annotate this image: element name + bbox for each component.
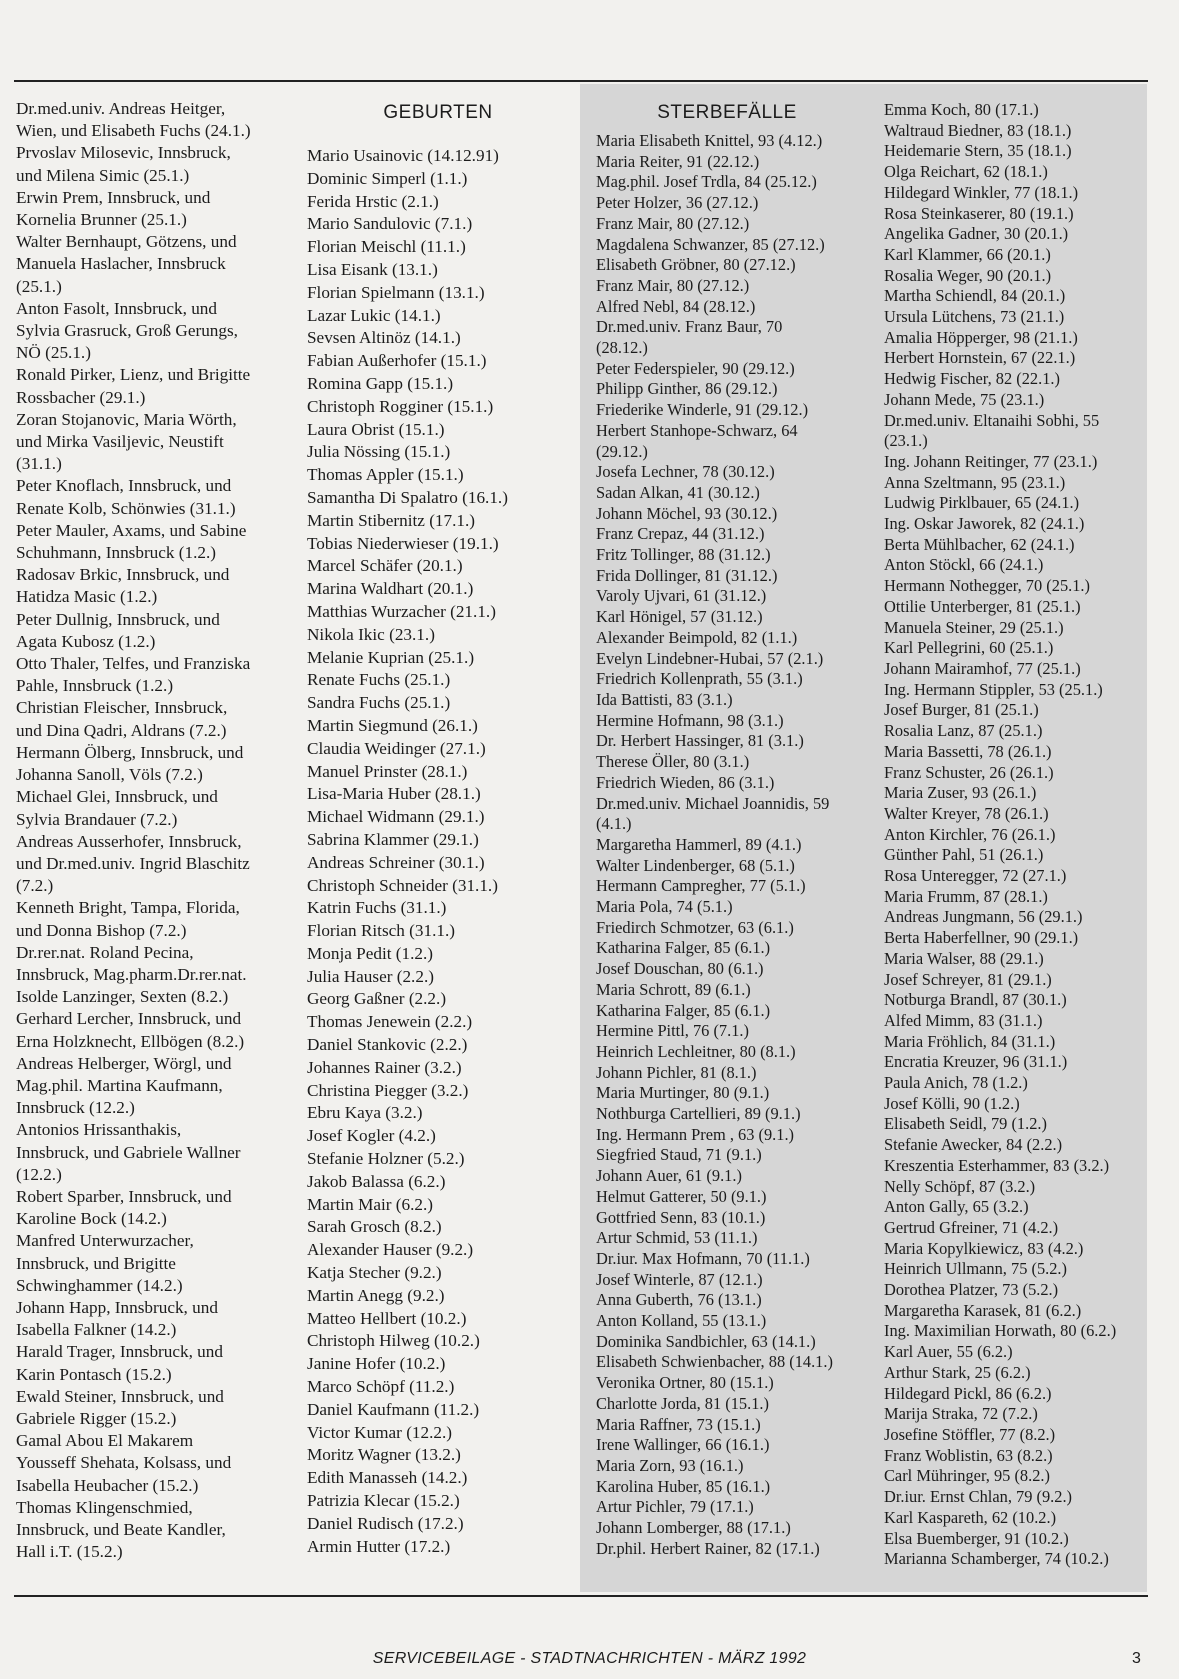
list-item: Dr.phil. Herbert Rainer, 82 (17.1.) [596, 1538, 820, 1558]
list-item: NÖ (25.1.) [16, 343, 91, 363]
list-item: Hermine Pittl, 76 (7.1.) [596, 1021, 749, 1041]
list-item: Karl Hönigel, 57 (31.12.) [596, 607, 763, 627]
list-item: Andreas Helberger, Wörgl, und [16, 1053, 232, 1073]
list-item: Karl Auer, 55 (6.2.) [884, 1342, 1013, 1362]
list-item: Franz Mair, 80 (27.12.) [596, 213, 750, 233]
list-item: Nikola Ikic (23.1.) [307, 624, 435, 644]
list-item: und Milena Simic (25.1.) [16, 165, 190, 185]
list-item: Stefanie Holzner (5.2.) [307, 1149, 465, 1169]
list-item: Johanna Sanoll, Völs (7.2.) [16, 765, 203, 785]
list-item: Tobias Niederwieser (19.1.) [307, 533, 499, 553]
list-item: Johann Happ, Innsbruck, und [16, 1297, 218, 1317]
list-item: Herbert Hornstein, 67 (22.1.) [884, 348, 1076, 368]
list-item: Maria Murtinger, 80 (9.1.) [596, 1083, 770, 1103]
list-item: Sabrina Klammer (29.1.) [307, 829, 479, 849]
list-item: Alexander Beimpold, 82 (1.1.) [596, 627, 798, 647]
list-item: Siegfried Staud, 71 (9.1.) [596, 1145, 762, 1165]
list-item: Michael Glei, Innsbruck, und [16, 787, 218, 807]
list-item: Erna Holzknecht, Ellbögen (8.2.) [16, 1031, 245, 1051]
list-item: Hermann Ölberg, Innsbruck, und [16, 742, 244, 762]
list-item: Arthur Stark, 25 (6.2.) [884, 1362, 1031, 1382]
list-item: Dr.med.univ. Eltanaihi Sobhi, 55 [884, 410, 1100, 430]
list-item: Christoph Hilweg (10.2.) [307, 1331, 480, 1351]
list-item: Rosalia Lanz, 87 (25.1.) [884, 721, 1043, 741]
list-item: Martin Mair (6.2.) [307, 1194, 434, 1214]
list-item: Matthias Wurzacher (21.1.) [307, 601, 496, 621]
list-item: Frida Dollinger, 81 (31.12.) [596, 565, 778, 585]
list-item: Christian Fleischer, Innsbruck, [16, 698, 228, 718]
list-item: Anton Kirchler, 76 (26.1.) [884, 824, 1056, 844]
list-item: Schuhmann, Innsbruck (1.2.) [16, 543, 217, 563]
list-item: Mario Usainovic (14.12.91) [307, 146, 499, 165]
list-item: und Dr.med.univ. Ingrid Blaschitz [16, 853, 250, 873]
list-item: (29.12.) [596, 441, 648, 461]
list-item: Daniel Kaufmann (11.2.) [307, 1399, 480, 1419]
list-item: Encratia Kreuzer, 96 (31.1.) [884, 1052, 1068, 1072]
list-item: Maria Schrott, 89 (6.1.) [596, 979, 751, 999]
list-item: Ing. Johann Reitinger, 77 (23.1.) [884, 451, 1098, 471]
list-item: Josef Schreyer, 81 (29.1.) [884, 969, 1052, 989]
births-column [307, 98, 569, 1558]
list-item: Zoran Stojanovic, Maria Wörth, [16, 409, 237, 429]
list-item: Artur Schmid, 53 (11.1.) [596, 1228, 758, 1248]
list-item: Therese Öller, 80 (3.1.) [596, 752, 750, 772]
list-item: und Dina Qadri, Aldrans (7.2.) [16, 720, 227, 740]
list-item: Erwin Prem, Innsbruck, und [16, 187, 211, 207]
list-item: Anton Fasolt, Innsbruck, und [16, 298, 217, 318]
list-item: (12.2.) [16, 1164, 62, 1184]
list-item: Romina Gapp (15.1.) [307, 373, 454, 393]
list-item: Helmut Gatterer, 50 (9.1.) [596, 1186, 767, 1206]
list-item: und Donna Bishop (7.2.) [16, 920, 187, 940]
list-item: Johann Mede, 75 (23.1.) [884, 389, 1045, 409]
list-item: (4.1.) [596, 814, 632, 834]
list-item: Herbert Stanhope-Schwarz, 64 [596, 420, 798, 440]
list-item: Radosav Brkic, Innsbruck, und [16, 565, 230, 585]
page-number: 3 [1132, 1650, 1141, 1667]
deaths-column [596, 98, 858, 1560]
list-item: Samantha Di Spalatro (16.1.) [307, 487, 508, 507]
list-item: Charlotte Jorda, 81 (15.1.) [596, 1393, 769, 1413]
list-item: Dorothea Platzer, 73 (5.2.) [884, 1280, 1059, 1300]
deaths-list [596, 131, 858, 1560]
list-item: Irene Wallinger, 66 (16.1.) [596, 1435, 770, 1455]
list-item: Hildegard Winkler, 77 (18.1.) [884, 182, 1079, 202]
list-item: Armin Hutter (17.2.) [307, 1536, 451, 1556]
list-item: Rossbacher (29.1.) [16, 387, 146, 407]
list-item: (23.1.) [884, 431, 928, 451]
list-item: Artur Pichler, 79 (17.1.) [596, 1497, 754, 1517]
list-item: Dominic Simperl (1.1.) [307, 168, 468, 188]
list-item: Claudia Weidinger (27.1.) [307, 738, 486, 758]
list-item: Thomas Jenewein (2.2.) [307, 1012, 473, 1032]
list-item: Peter Mauler, Axams, und Sabine [16, 520, 247, 540]
list-item: Gertrud Gfreiner, 71 (4.2.) [884, 1217, 1059, 1237]
list-item: Ursula Lütchens, 73 (21.1.) [884, 307, 1065, 327]
list-item: Wien, und Elisabeth Fuchs (24.1.) [16, 121, 251, 141]
list-item: Franz Crepaz, 44 (31.12.) [596, 524, 765, 544]
list-item: Notburga Brandl, 87 (30.1.) [884, 990, 1067, 1010]
list-item: Florian Meischl (11.1.) [307, 237, 466, 257]
list-item: Sevsen Altinöz (14.1.) [307, 328, 461, 348]
list-item: Peter Dullnig, Innsbruck, und [16, 609, 220, 629]
list-item: Victor Kumar (12.2.) [307, 1422, 453, 1442]
list-item: Christoph Schneider (31.1.) [307, 875, 498, 895]
list-item: Elisabeth Schwienbacher, 88 (14.1.) [596, 1352, 833, 1372]
list-item: Melanie Kuprian (25.1.) [307, 647, 475, 667]
list-item: Sylvia Brandauer (7.2.) [16, 809, 178, 829]
list-item: Martin Stibernitz (17.1.) [307, 510, 476, 530]
list-item: Amalia Höpperger, 98 (21.1.) [884, 327, 1078, 347]
list-item: Dr.iur. Ernst Chlan, 79 (9.2.) [884, 1487, 1073, 1507]
list-item: Prvoslav Milosevic, Innsbruck, [16, 143, 231, 163]
list-item: Martha Schiendl, 84 (20.1.) [884, 286, 1066, 306]
list-item: Robert Sparber, Innsbruck, und [16, 1186, 232, 1206]
list-item: Peter Holzer, 36 (27.12.) [596, 193, 759, 213]
list-item: Maria Raffner, 73 (15.1.) [596, 1414, 761, 1434]
list-item: Dr.iur. Max Hofmann, 70 (11.1.) [596, 1248, 810, 1268]
list-item: Heidemarie Stern, 35 (18.1.) [884, 141, 1072, 161]
list-item: Heinrich Lechleitner, 80 (8.1.) [596, 1041, 796, 1061]
list-item: (28.12.) [596, 338, 648, 358]
deaths-continued-list [884, 100, 1146, 1570]
list-item: Elisabeth Gröbner, 80 (27.12.) [596, 255, 796, 275]
list-item: Schwinghammer (14.2.) [16, 1275, 183, 1295]
list-item: Stefanie Awecker, 84 (2.2.) [884, 1135, 1063, 1155]
list-item: Moritz Wagner (13.2.) [307, 1445, 461, 1465]
list-item: Andreas Jungmann, 56 (29.1.) [884, 907, 1083, 927]
list-item: Josef Douschan, 80 (6.1.) [596, 959, 764, 979]
list-item: Otto Thaler, Telfes, und Franziska [16, 654, 251, 674]
list-item: Thomas Appler (15.1.) [307, 465, 464, 485]
list-item: Maria Elisabeth Knittel, 93 (4.12.) [596, 131, 823, 150]
list-item: Mag.phil. Josef Trdla, 84 (25.12.) [596, 172, 817, 192]
list-item: Rosa Steinkaserer, 80 (19.1.) [884, 203, 1074, 223]
list-item: Maria Fröhlich, 84 (31.1.) [884, 1031, 1056, 1051]
list-item: Innsbruck, und Beate Kandler, [16, 1520, 226, 1539]
list-item: Anna Guberth, 76 (13.1.) [596, 1290, 762, 1310]
list-item: Anton Gally, 65 (3.2.) [884, 1197, 1029, 1217]
list-item: Antonios Hrissanthakis, [16, 1120, 182, 1140]
list-item: Franz Woblistin, 63 (8.2.) [884, 1445, 1053, 1465]
list-item: Peter Federspieler, 90 (29.12.) [596, 358, 795, 378]
list-item: Carl Mühringer, 95 (8.2.) [884, 1466, 1050, 1486]
list-item: Maria Zuser, 93 (26.1.) [884, 783, 1037, 803]
list-item: Ludwig Pirklbauer, 65 (24.1.) [884, 493, 1080, 513]
list-item: Agata Kubosz (1.2.) [16, 631, 156, 651]
list-item: Maria Zorn, 93 (16.1.) [596, 1456, 744, 1475]
list-item: Mag.phil. Martina Kaufmann, [16, 1075, 223, 1095]
list-item: Manuela Haslacher, Innsbruck [16, 254, 226, 274]
list-item: Anna Szeltmann, 95 (23.1.) [884, 472, 1066, 492]
list-item: Anton Stöckl, 66 (24.1.) [884, 555, 1044, 575]
list-item: Isabella Heubacher (15.2.) [16, 1475, 199, 1495]
list-item: Franz Schuster, 26 (26.1.) [884, 762, 1054, 782]
list-item: Jakob Balassa (6.2.) [307, 1171, 446, 1191]
list-item: Josefine Stöffler, 77 (8.2.) [884, 1425, 1056, 1444]
list-item: Ebru Kaya (3.2.) [307, 1103, 423, 1123]
list-item: Ing. Maximilian Horwath, 80 (6.2.) [884, 1321, 1117, 1341]
list-item: Kreszentia Esterhammer, 83 (3.2.) [884, 1155, 1110, 1175]
list-item: Gottfried Senn, 83 (10.1.) [596, 1207, 766, 1227]
list-item: Daniel Stankovic (2.2.) [307, 1035, 468, 1055]
list-item: Kornelia Brunner (25.1.) [16, 210, 187, 230]
list-item: Dr.med.univ. Franz Baur, 70 [596, 317, 783, 337]
list-item: Maria Frumm, 87 (28.1.) [884, 886, 1048, 906]
list-item: Dominika Sandbichler, 63 (14.1.) [596, 1331, 816, 1351]
list-item: Matteo Hellbert (10.2.) [307, 1308, 467, 1328]
list-item: Sadan Alkan, 41 (30.12.) [596, 482, 760, 502]
list-item: Sarah Grosch (8.2.) [307, 1217, 442, 1237]
list-item: Innsbruck (12.2.) [16, 1098, 135, 1118]
list-item: Hermann Campregher, 77 (5.1.) [596, 876, 806, 896]
list-item: Monja Pedit (1.2.) [307, 943, 434, 963]
list-item: Isabella Falkner (14.2.) [16, 1320, 177, 1340]
list-item: Michael Widmann (29.1.) [307, 807, 485, 827]
list-item: Ing. Hermann Stippler, 53 (25.1.) [884, 679, 1103, 699]
list-item: Hedwig Fischer, 82 (22.1.) [884, 369, 1060, 389]
list-item: (25.1.) [16, 276, 62, 296]
deaths-continued-column [884, 98, 1146, 1570]
list-item: Ronald Pirker, Lienz, und Brigitte [16, 365, 251, 385]
list-item: Pahle, Innsbruck (1.2.) [16, 676, 174, 696]
list-item: und Mirka Vasiljevic, Neustift [16, 432, 224, 452]
list-item: Lazar Lukic (14.1.) [307, 305, 441, 325]
deaths-heading: STERBEFÄLLE [657, 102, 797, 123]
list-item: Sandra Fuchs (25.1.) [307, 693, 451, 713]
list-item: Walter Lindenberger, 68 (5.1.) [596, 855, 795, 875]
list-item: Laura Obrist (15.1.) [307, 419, 445, 439]
list-item: Ida Battisti, 83 (3.1.) [596, 689, 733, 709]
list-item: Rosalia Weger, 90 (20.1.) [884, 265, 1052, 285]
list-item: Gabriele Rigger (15.2.) [16, 1408, 177, 1428]
list-item: Gamal Abou El Makarem [16, 1431, 194, 1451]
list-item: Margaretha Hammerl, 89 (4.1.) [596, 834, 802, 854]
list-item: Berta Mühlbacher, 62 (24.1.) [884, 534, 1075, 554]
list-item: Katrin Fuchs (31.1.) [307, 898, 447, 918]
list-item: Maria Walser, 88 (29.1.) [884, 948, 1044, 968]
list-item: Innsbruck, Mag.pharm.Dr.rer.nat. [16, 964, 247, 984]
list-item: Johannes Rainer (3.2.) [307, 1057, 462, 1077]
list-item: Johann Möchel, 93 (30.12.) [596, 503, 778, 523]
list-item: Magdalena Schwanzer, 85 (27.12.) [596, 234, 825, 254]
list-item: Johann Pichler, 81 (8.1.) [596, 1062, 757, 1082]
list-item: Karl Pellegrini, 60 (25.1.) [884, 638, 1054, 658]
list-item: Christina Piegger (3.2.) [307, 1080, 469, 1100]
list-item: Marina Waldhart (20.1.) [307, 579, 474, 599]
list-item: Renate Fuchs (25.1.) [307, 670, 451, 690]
list-item: Josef Winterle, 87 (12.1.) [596, 1269, 763, 1289]
list-item: Maria Pola, 74 (5.1.) [596, 897, 733, 917]
list-item: Karoline Bock (14.2.) [16, 1209, 167, 1229]
footer-title: SERVICEBEILAGE - STADTNACHRICHTEN - MÄRZ 1992 [372, 1650, 807, 1667]
list-item: Karl Klammer, 66 (20.1.) [884, 244, 1051, 264]
list-item: Alfed Mimm, 83 (31.1.) [884, 1010, 1043, 1030]
list-item: Dr.med.univ. Andreas Heitger, [16, 99, 226, 118]
list-item: Friedrich Kollenprath, 55 (3.1.) [596, 669, 803, 689]
list-item: Hall i.T. (15.2.) [16, 1542, 123, 1562]
list-item: Lisa-Maria Huber (28.1.) [307, 784, 481, 804]
list-item: Kenneth Bright, Tampa, Florida, [16, 898, 240, 918]
list-item: Angelika Gadner, 30 (20.1.) [884, 224, 1069, 244]
list-item: Heinrich Ullmann, 75 (5.2.) [884, 1259, 1067, 1279]
list-item: Johann Lomberger, 88 (17.1.) [596, 1518, 791, 1538]
list-item: Olga Reichart, 62 (18.1.) [884, 162, 1048, 182]
list-item: Ottilie Unterberger, 81 (25.1.) [884, 596, 1081, 616]
list-item: Dr. Herbert Hassinger, 81 (3.1.) [596, 731, 804, 751]
list-item: Nothburga Cartellieri, 89 (9.1.) [596, 1104, 801, 1124]
list-item: Katja Stecher (9.2.) [307, 1263, 442, 1283]
list-item: Dr.med.univ. Michael Joannidis, 59 [596, 793, 830, 813]
list-item: Andreas Ausserhofer, Innsbruck, [16, 831, 242, 851]
list-item: Alexander Hauser (9.2.) [307, 1240, 474, 1260]
list-item: Alfred Nebl, 84 (28.12.) [596, 296, 756, 316]
list-item: Karl Kaspareth, 62 (10.2.) [884, 1507, 1057, 1527]
list-item: Berta Haberfellner, 90 (29.1.) [884, 928, 1079, 948]
list-item: Martin Anegg (9.2.) [307, 1285, 445, 1305]
list-item: Günther Pahl, 51 (26.1.) [884, 845, 1044, 865]
list-item: Nelly Schöpf, 87 (3.2.) [884, 1176, 1036, 1196]
list-item: Ing. Hermann Prem , 63 (9.1.) [596, 1124, 795, 1144]
list-item: Marco Schöpf (11.2.) [307, 1377, 455, 1397]
list-item: Gerhard Lercher, Innsbruck, und [16, 1009, 242, 1029]
list-item: Andreas Schreiner (30.1.) [307, 852, 485, 872]
list-item: Marcel Schäfer (20.1.) [307, 556, 463, 576]
list-item: Waltraud Biedner, 83 (18.1.) [884, 120, 1072, 140]
list-item: Lisa Eisank (13.1.) [307, 259, 438, 279]
list-item: Philipp Ginther, 86 (29.12.) [596, 379, 778, 399]
list-item: Maria Kopylkiewicz, 83 (4.2.) [884, 1238, 1084, 1258]
list-item: Evelyn Lindebner-Hubai, 57 (2.1.) [596, 648, 824, 668]
list-item: Dr.rer.nat. Roland Pecina, [16, 942, 194, 962]
list-item: Manfred Unterwurzacher, [16, 1231, 194, 1251]
list-item: Johann Mairamhof, 77 (25.1.) [884, 658, 1081, 678]
list-item: Maria Bassetti, 78 (26.1.) [884, 741, 1052, 761]
list-item: Emma Koch, 80 (17.1.) [884, 100, 1039, 119]
list-item: Janine Hofer (10.2.) [307, 1354, 446, 1374]
list-item: Friedirch Schmotzer, 63 (6.1.) [596, 917, 794, 937]
list-item: Innsbruck, und Gabriele Wallner [16, 1142, 241, 1162]
list-item: Harald Trager, Innsbruck, und [16, 1342, 223, 1362]
list-item: Varoly Ujvari, 61 (31.12.) [596, 586, 767, 606]
births-heading: GEBURTEN [383, 102, 493, 123]
list-item: Marianna Schamberger, 74 (10.2.) [884, 1549, 1109, 1569]
list-item: Georg Gaßner (2.2.) [307, 989, 447, 1009]
list-item: Friederike Winderle, 91 (29.12.) [596, 400, 809, 420]
list-item: Karolina Huber, 85 (16.1.) [596, 1476, 771, 1496]
list-item: Christoph Rogginer (15.1.) [307, 396, 494, 416]
list-item: Elsa Buemberger, 91 (10.2.) [884, 1528, 1069, 1548]
list-item: Manuela Steiner, 29 (25.1.) [884, 617, 1064, 637]
list-item: Hermine Hofmann, 98 (3.1.) [596, 710, 784, 730]
list-item: Martin Siegmund (26.1.) [307, 715, 478, 735]
list-item: Walter Bernhaupt, Götzens, und [16, 232, 237, 252]
list-item: Florian Ritsch (31.1.) [307, 921, 455, 941]
list-item: Hildegard Pickl, 86 (6.2.) [884, 1383, 1052, 1403]
list-item: Katharina Falger, 85 (6.1.) [596, 1000, 771, 1020]
list-item: Maria Reiter, 91 (22.12.) [596, 151, 760, 171]
list-item: Marija Straka, 72 (7.2.) [884, 1404, 1038, 1424]
list-item: Julia Hauser (2.2.) [307, 966, 434, 986]
list-item: Isolde Lanzinger, Sexten (8.2.) [16, 987, 229, 1007]
list-item: Patrizia Klecar (15.2.) [307, 1491, 460, 1511]
bottom-rule [14, 1595, 1148, 1597]
list-item: Sylvia Grasruck, Groß Gerungs, [16, 321, 238, 341]
list-item: Innsbruck, und Brigitte [16, 1253, 176, 1273]
list-item: Hatidza Masic (1.2.) [16, 587, 158, 607]
list-item: Peter Knoflach, Innsbruck, und [16, 476, 232, 496]
list-item: Manuel Prinster (28.1.) [307, 761, 468, 781]
list-item: Edith Manasseh (14.2.) [307, 1468, 468, 1488]
marriages-list [16, 98, 278, 1563]
list-item: Mario Sandulovic (7.1.) [307, 214, 473, 234]
list-item: Walter Kreyer, 78 (26.1.) [884, 803, 1049, 823]
list-item: Veronika Ortner, 80 (15.1.) [596, 1373, 774, 1393]
list-item: Renate Kolb, Schönwies (31.1.) [16, 498, 236, 518]
list-item: Rosa Unteregger, 72 (27.1.) [884, 866, 1067, 886]
list-item: Daniel Rudisch (17.2.) [307, 1513, 464, 1533]
list-item: Elisabeth Seidl, 79 (1.2.) [884, 1114, 1047, 1134]
list-item: Katharina Falger, 85 (6.1.) [596, 938, 771, 958]
list-item: Paula Anich, 78 (1.2.) [884, 1073, 1028, 1093]
list-item: Florian Spielmann (13.1.) [307, 282, 485, 302]
list-item: Franz Mair, 80 (27.12.) [596, 275, 750, 295]
list-item: Fabian Außerhofer (15.1.) [307, 351, 487, 371]
list-item: Margaretha Karasek, 81 (6.2.) [884, 1300, 1082, 1320]
list-item: Hermann Nothegger, 70 (25.1.) [884, 576, 1090, 596]
list-item: Josef Kölli, 90 (1.2.) [884, 1093, 1020, 1113]
top-rule [14, 80, 1148, 82]
births-list [307, 145, 569, 1558]
list-item: Fritz Tollinger, 88 (31.12.) [596, 545, 771, 565]
list-item: Johann Auer, 61 (9.1.) [596, 1166, 742, 1186]
list-item: Ferida Hrstic (2.1.) [307, 191, 439, 211]
list-item: Josef Kogler (4.2.) [307, 1126, 436, 1146]
list-item: Karin Pontasch (15.2.) [16, 1364, 172, 1384]
list-item: Julia Nössing (15.1.) [307, 442, 451, 462]
marriages-column [16, 98, 278, 1563]
list-item: Thomas Klingenschmied, [16, 1497, 193, 1517]
list-item: Yousseff Shehata, Kolsass, und [16, 1453, 232, 1473]
list-item: (31.1.) [16, 454, 62, 474]
list-item: Friedrich Wieden, 86 (3.1.) [596, 772, 775, 792]
list-item: Ewald Steiner, Innsbruck, und [16, 1386, 224, 1406]
list-item: (7.2.) [16, 876, 54, 896]
list-item: Ing. Oskar Jaworek, 82 (24.1.) [884, 514, 1085, 534]
list-item: Josefa Lechner, 78 (30.12.) [596, 462, 775, 482]
list-item: Anton Kolland, 55 (13.1.) [596, 1311, 767, 1331]
list-item: Josef Burger, 81 (25.1.) [884, 700, 1039, 720]
